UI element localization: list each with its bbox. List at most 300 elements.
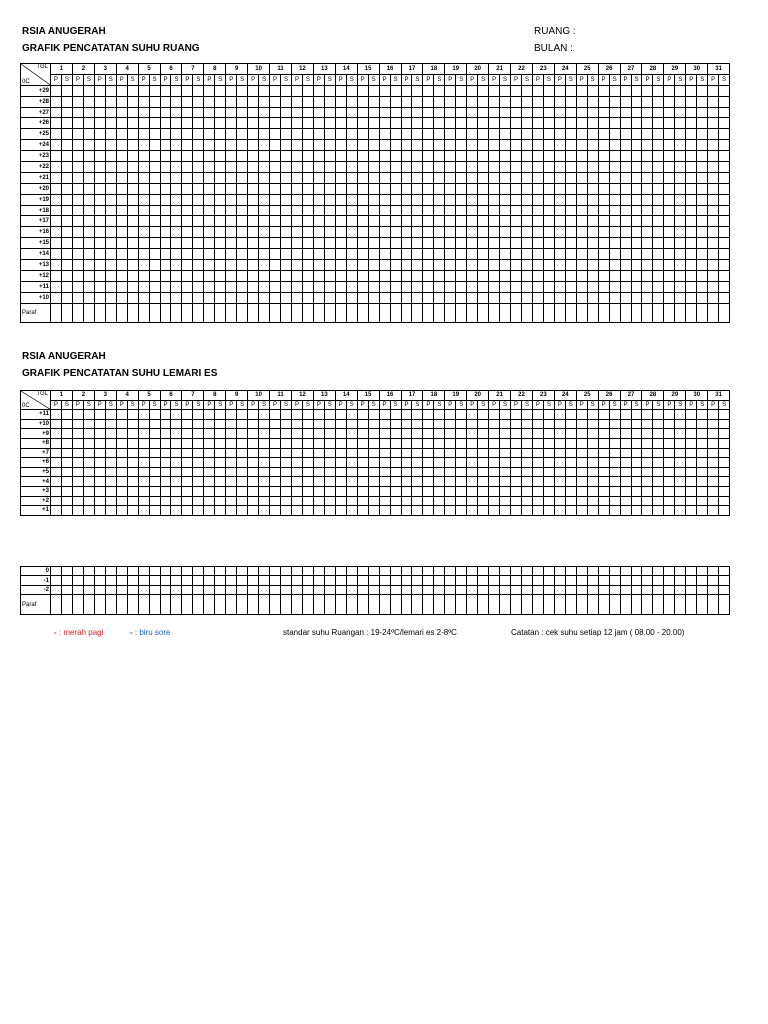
reading-cell[interactable] [259, 448, 270, 458]
reading-cell[interactable] [138, 140, 149, 151]
reading-cell[interactable] [445, 183, 456, 194]
reading-cell[interactable] [346, 458, 357, 468]
reading-cell[interactable] [138, 585, 149, 594]
reading-cell[interactable] [445, 448, 456, 458]
reading-cell[interactable] [127, 438, 138, 448]
reading-cell[interactable] [719, 448, 730, 458]
reading-cell[interactable] [379, 249, 390, 260]
reading-cell[interactable] [412, 162, 423, 173]
reading-cell[interactable] [357, 205, 368, 216]
reading-cell[interactable] [138, 260, 149, 271]
reading-cell[interactable] [237, 129, 248, 140]
reading-cell[interactable] [335, 281, 346, 292]
signature-cell[interactable] [719, 303, 730, 322]
reading-cell[interactable] [697, 281, 708, 292]
reading-cell[interactable] [171, 506, 182, 516]
reading-cell[interactable] [379, 140, 390, 151]
reading-cell[interactable] [620, 410, 631, 420]
reading-cell[interactable] [193, 567, 204, 576]
reading-cell[interactable] [94, 249, 105, 260]
reading-cell[interactable] [686, 96, 697, 107]
reading-cell[interactable] [565, 486, 576, 496]
reading-cell[interactable] [324, 205, 335, 216]
reading-cell[interactable] [270, 477, 281, 487]
signature-cell[interactable] [719, 595, 730, 615]
reading-cell[interactable] [127, 227, 138, 238]
reading-cell[interactable] [708, 477, 719, 487]
reading-cell[interactable] [609, 419, 620, 429]
reading-cell[interactable] [270, 419, 281, 429]
reading-cell[interactable] [642, 96, 653, 107]
reading-cell[interactable] [401, 140, 412, 151]
reading-cell[interactable] [116, 567, 127, 576]
reading-cell[interactable] [281, 118, 292, 129]
reading-cell[interactable] [576, 85, 587, 96]
reading-cell[interactable] [259, 458, 270, 468]
reading-cell[interactable] [642, 458, 653, 468]
reading-cell[interactable] [664, 260, 675, 271]
reading-cell[interactable] [708, 438, 719, 448]
reading-cell[interactable] [587, 496, 598, 506]
reading-cell[interactable] [598, 129, 609, 140]
reading-cell[interactable] [138, 205, 149, 216]
reading-cell[interactable] [116, 129, 127, 140]
reading-cell[interactable] [708, 429, 719, 439]
signature-cell[interactable] [543, 595, 554, 615]
reading-cell[interactable] [434, 567, 445, 576]
reading-cell[interactable] [543, 281, 554, 292]
reading-cell[interactable] [708, 129, 719, 140]
reading-cell[interactable] [697, 486, 708, 496]
reading-cell[interactable] [215, 162, 226, 173]
reading-cell[interactable] [72, 129, 83, 140]
reading-cell[interactable] [587, 486, 598, 496]
reading-cell[interactable] [478, 151, 489, 162]
reading-cell[interactable] [324, 477, 335, 487]
reading-cell[interactable] [72, 458, 83, 468]
reading-cell[interactable] [598, 486, 609, 496]
reading-cell[interactable] [434, 172, 445, 183]
signature-cell[interactable] [697, 303, 708, 322]
reading-cell[interactable] [193, 238, 204, 249]
reading-cell[interactable] [324, 107, 335, 118]
reading-cell[interactable] [521, 467, 532, 477]
reading-cell[interactable] [215, 477, 226, 487]
reading-cell[interactable] [182, 216, 193, 227]
reading-cell[interactable] [127, 448, 138, 458]
reading-cell[interactable] [335, 567, 346, 576]
reading-cell[interactable] [61, 477, 72, 487]
reading-cell[interactable] [609, 249, 620, 260]
reading-cell[interactable] [182, 410, 193, 420]
reading-cell[interactable] [149, 238, 160, 249]
reading-cell[interactable] [291, 576, 302, 585]
reading-cell[interactable] [379, 438, 390, 448]
reading-cell[interactable] [500, 96, 511, 107]
reading-cell[interactable] [83, 205, 94, 216]
reading-cell[interactable] [357, 496, 368, 506]
signature-cell[interactable] [357, 303, 368, 322]
reading-cell[interactable] [127, 281, 138, 292]
reading-cell[interactable] [697, 107, 708, 118]
reading-cell[interactable] [61, 227, 72, 238]
reading-cell[interactable] [576, 458, 587, 468]
reading-cell[interactable] [248, 448, 259, 458]
reading-cell[interactable] [291, 96, 302, 107]
reading-cell[interactable] [149, 429, 160, 439]
reading-cell[interactable] [368, 172, 379, 183]
reading-cell[interactable] [697, 216, 708, 227]
reading-cell[interactable] [456, 567, 467, 576]
reading-cell[interactable] [138, 467, 149, 477]
signature-cell[interactable] [138, 303, 149, 322]
reading-cell[interactable] [445, 140, 456, 151]
reading-cell[interactable] [511, 585, 522, 594]
reading-cell[interactable] [664, 194, 675, 205]
reading-cell[interactable] [149, 140, 160, 151]
reading-cell[interactable] [675, 281, 686, 292]
reading-cell[interactable] [631, 576, 642, 585]
reading-cell[interactable] [467, 162, 478, 173]
reading-cell[interactable] [456, 292, 467, 303]
reading-cell[interactable] [171, 129, 182, 140]
reading-cell[interactable] [543, 458, 554, 468]
reading-cell[interactable] [434, 281, 445, 292]
reading-cell[interactable] [291, 129, 302, 140]
reading-cell[interactable] [94, 151, 105, 162]
reading-cell[interactable] [237, 585, 248, 594]
reading-cell[interactable] [565, 85, 576, 96]
reading-cell[interactable] [390, 496, 401, 506]
reading-cell[interactable] [313, 260, 324, 271]
reading-cell[interactable] [445, 506, 456, 516]
reading-cell[interactable] [116, 467, 127, 477]
reading-cell[interactable] [237, 477, 248, 487]
reading-cell[interactable] [149, 477, 160, 487]
reading-cell[interactable] [664, 129, 675, 140]
reading-cell[interactable] [554, 496, 565, 506]
reading-cell[interactable] [697, 496, 708, 506]
reading-cell[interactable] [237, 270, 248, 281]
reading-cell[interactable] [127, 205, 138, 216]
reading-cell[interactable] [193, 118, 204, 129]
reading-cell[interactable] [291, 194, 302, 205]
reading-cell[interactable] [631, 205, 642, 216]
reading-cell[interactable] [313, 129, 324, 140]
reading-cell[interactable] [587, 140, 598, 151]
reading-cell[interactable] [270, 448, 281, 458]
reading-cell[interactable] [554, 162, 565, 173]
reading-cell[interactable] [609, 238, 620, 249]
reading-cell[interactable] [324, 506, 335, 516]
reading-cell[interactable] [511, 118, 522, 129]
reading-cell[interactable] [478, 85, 489, 96]
reading-cell[interactable] [412, 477, 423, 487]
signature-cell[interactable] [193, 303, 204, 322]
reading-cell[interactable] [576, 477, 587, 487]
reading-cell[interactable] [105, 585, 116, 594]
reading-cell[interactable] [149, 438, 160, 448]
reading-cell[interactable] [521, 281, 532, 292]
reading-cell[interactable] [401, 506, 412, 516]
reading-cell[interactable] [532, 118, 543, 129]
reading-cell[interactable] [237, 429, 248, 439]
reading-cell[interactable] [708, 260, 719, 271]
reading-cell[interactable] [390, 585, 401, 594]
reading-cell[interactable] [346, 496, 357, 506]
reading-cell[interactable] [302, 85, 313, 96]
reading-cell[interactable] [259, 151, 270, 162]
reading-cell[interactable] [609, 172, 620, 183]
reading-cell[interactable] [160, 162, 171, 173]
reading-cell[interactable] [543, 96, 554, 107]
reading-cell[interactable] [620, 227, 631, 238]
reading-cell[interactable] [642, 194, 653, 205]
reading-cell[interactable] [149, 172, 160, 183]
signature-cell[interactable] [51, 595, 62, 615]
reading-cell[interactable] [368, 194, 379, 205]
signature-cell[interactable] [346, 303, 357, 322]
reading-cell[interactable] [675, 118, 686, 129]
signature-cell[interactable] [478, 303, 489, 322]
reading-cell[interactable] [160, 227, 171, 238]
reading-cell[interactable] [138, 129, 149, 140]
reading-cell[interactable] [434, 410, 445, 420]
reading-cell[interactable] [587, 448, 598, 458]
reading-cell[interactable] [532, 140, 543, 151]
reading-cell[interactable] [642, 292, 653, 303]
reading-cell[interactable] [445, 486, 456, 496]
reading-cell[interactable] [478, 429, 489, 439]
reading-cell[interactable] [357, 162, 368, 173]
reading-cell[interactable] [313, 506, 324, 516]
reading-cell[interactable] [105, 107, 116, 118]
reading-cell[interactable] [697, 270, 708, 281]
reading-cell[interactable] [193, 429, 204, 439]
reading-cell[interactable] [708, 227, 719, 238]
reading-cell[interactable] [620, 292, 631, 303]
reading-cell[interactable] [642, 486, 653, 496]
reading-cell[interactable] [401, 429, 412, 439]
reading-cell[interactable] [434, 162, 445, 173]
reading-cell[interactable] [61, 486, 72, 496]
reading-cell[interactable] [456, 107, 467, 118]
reading-cell[interactable] [445, 238, 456, 249]
reading-cell[interactable] [83, 477, 94, 487]
reading-cell[interactable] [642, 118, 653, 129]
reading-cell[interactable] [423, 249, 434, 260]
reading-cell[interactable] [302, 410, 313, 420]
reading-cell[interactable] [335, 429, 346, 439]
reading-cell[interactable] [237, 567, 248, 576]
reading-cell[interactable] [500, 172, 511, 183]
signature-cell[interactable] [379, 595, 390, 615]
reading-cell[interactable] [116, 419, 127, 429]
reading-cell[interactable] [554, 281, 565, 292]
reading-cell[interactable] [83, 194, 94, 205]
reading-cell[interactable] [346, 194, 357, 205]
reading-cell[interactable] [215, 85, 226, 96]
reading-cell[interactable] [182, 107, 193, 118]
reading-cell[interactable] [324, 227, 335, 238]
reading-cell[interactable] [226, 506, 237, 516]
signature-cell[interactable] [664, 303, 675, 322]
reading-cell[interactable] [335, 227, 346, 238]
reading-cell[interactable] [664, 162, 675, 173]
reading-cell[interactable] [445, 151, 456, 162]
reading-cell[interactable] [368, 576, 379, 585]
reading-cell[interactable] [423, 205, 434, 216]
reading-cell[interactable] [642, 129, 653, 140]
reading-cell[interactable] [489, 585, 500, 594]
signature-cell[interactable] [116, 595, 127, 615]
reading-cell[interactable] [226, 172, 237, 183]
reading-cell[interactable] [664, 477, 675, 487]
reading-cell[interactable] [248, 419, 259, 429]
reading-cell[interactable] [697, 477, 708, 487]
reading-cell[interactable] [379, 260, 390, 271]
reading-cell[interactable] [697, 448, 708, 458]
reading-cell[interactable] [182, 249, 193, 260]
reading-cell[interactable] [160, 448, 171, 458]
reading-cell[interactable] [609, 216, 620, 227]
reading-cell[interactable] [160, 486, 171, 496]
reading-cell[interactable] [127, 585, 138, 594]
reading-cell[interactable] [61, 260, 72, 271]
reading-cell[interactable] [642, 496, 653, 506]
reading-cell[interactable] [576, 429, 587, 439]
reading-cell[interactable] [72, 438, 83, 448]
reading-cell[interactable] [478, 567, 489, 576]
reading-cell[interactable] [83, 107, 94, 118]
reading-cell[interactable] [609, 140, 620, 151]
reading-cell[interactable] [182, 172, 193, 183]
reading-cell[interactable] [675, 249, 686, 260]
signature-cell[interactable] [500, 303, 511, 322]
reading-cell[interactable] [390, 576, 401, 585]
reading-cell[interactable] [215, 140, 226, 151]
reading-cell[interactable] [193, 140, 204, 151]
reading-cell[interactable] [456, 118, 467, 129]
reading-cell[interactable] [609, 448, 620, 458]
reading-cell[interactable] [357, 477, 368, 487]
reading-cell[interactable] [302, 107, 313, 118]
reading-cell[interactable] [379, 227, 390, 238]
reading-cell[interactable] [423, 227, 434, 238]
reading-cell[interactable] [423, 448, 434, 458]
reading-cell[interactable] [456, 496, 467, 506]
reading-cell[interactable] [248, 486, 259, 496]
reading-cell[interactable] [511, 238, 522, 249]
reading-cell[interactable] [313, 438, 324, 448]
reading-cell[interactable] [368, 486, 379, 496]
reading-cell[interactable] [171, 172, 182, 183]
reading-cell[interactable] [51, 585, 62, 594]
reading-cell[interactable] [467, 467, 478, 477]
reading-cell[interactable] [708, 151, 719, 162]
reading-cell[interactable] [489, 292, 500, 303]
reading-cell[interactable] [204, 107, 215, 118]
reading-cell[interactable] [686, 506, 697, 516]
reading-cell[interactable] [357, 292, 368, 303]
reading-cell[interactable] [631, 260, 642, 271]
reading-cell[interactable] [631, 410, 642, 420]
reading-cell[interactable] [72, 410, 83, 420]
reading-cell[interactable] [554, 486, 565, 496]
reading-cell[interactable] [291, 458, 302, 468]
signature-cell[interactable] [576, 303, 587, 322]
reading-cell[interactable] [664, 567, 675, 576]
reading-cell[interactable] [686, 467, 697, 477]
reading-cell[interactable] [105, 238, 116, 249]
reading-cell[interactable] [598, 585, 609, 594]
reading-cell[interactable] [171, 227, 182, 238]
reading-cell[interactable] [335, 260, 346, 271]
reading-cell[interactable] [270, 506, 281, 516]
reading-cell[interactable] [489, 205, 500, 216]
reading-cell[interactable] [609, 438, 620, 448]
reading-cell[interactable] [445, 216, 456, 227]
reading-cell[interactable] [642, 467, 653, 477]
reading-cell[interactable] [708, 506, 719, 516]
reading-cell[interactable] [291, 140, 302, 151]
reading-cell[interactable] [620, 448, 631, 458]
reading-cell[interactable] [270, 216, 281, 227]
reading-cell[interactable] [598, 216, 609, 227]
reading-cell[interactable] [313, 151, 324, 162]
reading-cell[interactable] [61, 281, 72, 292]
reading-cell[interactable] [598, 194, 609, 205]
signature-cell[interactable] [609, 595, 620, 615]
reading-cell[interactable] [434, 96, 445, 107]
reading-cell[interactable] [609, 129, 620, 140]
reading-cell[interactable] [467, 140, 478, 151]
reading-cell[interactable] [51, 172, 62, 183]
reading-cell[interactable] [653, 467, 664, 477]
reading-cell[interactable] [193, 281, 204, 292]
reading-cell[interactable] [204, 205, 215, 216]
reading-cell[interactable] [631, 292, 642, 303]
reading-cell[interactable] [204, 419, 215, 429]
signature-cell[interactable] [182, 595, 193, 615]
reading-cell[interactable] [368, 238, 379, 249]
reading-cell[interactable] [412, 281, 423, 292]
reading-cell[interactable] [697, 85, 708, 96]
reading-cell[interactable] [357, 281, 368, 292]
reading-cell[interactable] [324, 448, 335, 458]
reading-cell[interactable] [302, 162, 313, 173]
reading-cell[interactable] [368, 85, 379, 96]
reading-cell[interactable] [270, 429, 281, 439]
reading-cell[interactable] [719, 216, 730, 227]
reading-cell[interactable] [324, 576, 335, 585]
reading-cell[interactable] [434, 205, 445, 216]
reading-cell[interactable] [61, 216, 72, 227]
reading-cell[interactable] [664, 270, 675, 281]
reading-cell[interactable] [445, 410, 456, 420]
reading-cell[interactable] [335, 506, 346, 516]
reading-cell[interactable] [423, 129, 434, 140]
reading-cell[interactable] [686, 496, 697, 506]
reading-cell[interactable] [215, 216, 226, 227]
reading-cell[interactable] [554, 107, 565, 118]
reading-cell[interactable] [357, 85, 368, 96]
reading-cell[interactable] [357, 410, 368, 420]
reading-cell[interactable] [248, 292, 259, 303]
reading-cell[interactable] [554, 260, 565, 271]
reading-cell[interactable] [653, 140, 664, 151]
reading-cell[interactable] [642, 429, 653, 439]
